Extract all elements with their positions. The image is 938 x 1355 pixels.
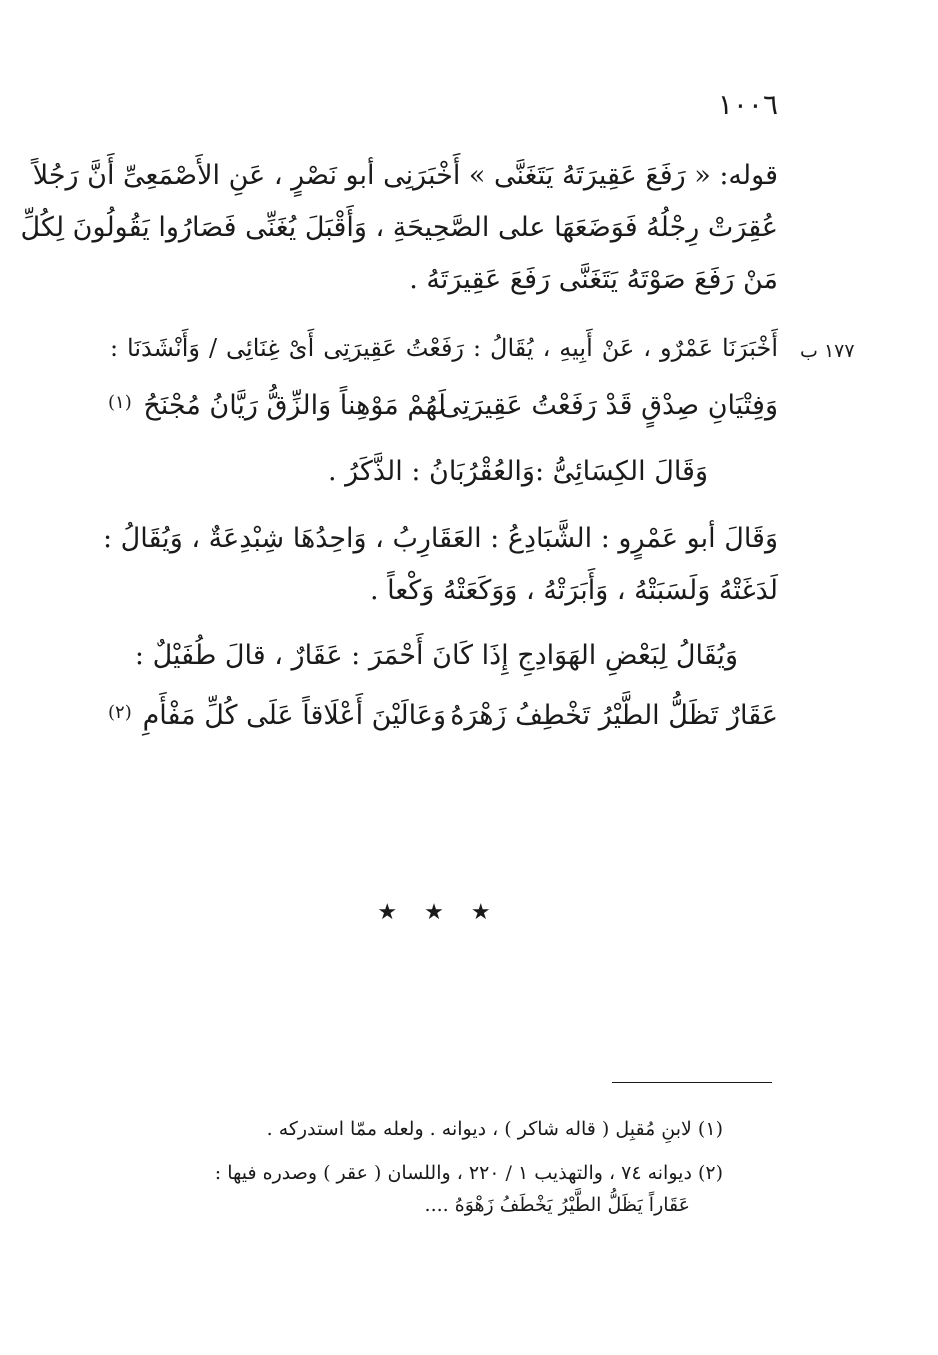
footnote-2-line-2: عَقَاراً يَظَلُّ الطَّيْرُ يَخْطَفُ زَهْوَهُ .... <box>424 1194 690 1216</box>
verse-1-first-hemistich: وَفِتْيَانِ صِدْقٍ قَدْ رَفَعْتُ عَقِيرَتِى <box>439 390 778 421</box>
paragraph-1-line-2: عُقِرَتْ رِجْلُهُ فَوَضَعَهَا على الصَّحِيحَةِ ، وَأَقْبَلَ يُغَنِّى فَصَارُوا يَقُولُونَ لِكُلِّ <box>20 212 778 243</box>
footnote-2-line-1: (٢) ديوانه ٧٤ ، والتهذيب ١ / ٢٢٠ ، واللسان ( عقر ) وصدره فيها : <box>214 1162 723 1184</box>
paragraph-1-line-3: مَنْ رَفَعَ صَوْتَهُ يَتَغَنَّى رَفَعَ عَقِيرَتَهُ . <box>409 264 778 295</box>
footnote-rule <box>612 1082 772 1083</box>
section-separator-stars: ★ ★ ★ <box>377 900 501 925</box>
paragraph-3-line-1: وَقَالَ الكِسَائِىُّ :وَالعُقْرُبَانُ : الذَّكَرُ . <box>327 456 708 487</box>
verse-2-footnote-marker: (٢) <box>108 702 132 723</box>
verse-1-footnote-marker: (١) <box>108 392 132 413</box>
paragraph-4-line-2: لَدَغَتْهُ وَلَسَبَتْهُ ، وَأَبَرَتْهُ ، وَوَكَعَتْهُ وَكْعاً . <box>369 575 778 606</box>
verse-1-second-hemistich: لَهُمْ مَوْهِناً وَالزِّقُّ رَيَّانُ مُجْنَحُ <box>143 390 446 421</box>
paragraph-1-line-1: قوله: « رَفَعَ عَقِيرَتَهُ يَتَغَنَّى » أَخْبَرَنِى أبو نَصْرٍ ، عَنِ الأَصْمَعِىِّ أَنَّ رَجُلاً <box>32 160 778 191</box>
paragraph-4-line-1: وَقَالَ أبو عَمْرٍو : الشَّبَادِعُ : العَقَارِبُ ، وَاحِدُهَا شِبْدِعَةٌ ، وَيُقَالُ : <box>103 523 778 554</box>
verse-2-second-hemistich: وَعَالَيْنَ أَعْلَاقاً عَلَى كُلِّ مَفْأَمِ <box>142 700 446 731</box>
footnote-1: (١) لابنِ مُقبِل ( قاله شاكر ) ، ديوانه . ولعله ممّا استدركه . <box>266 1118 723 1140</box>
margin-folio-note: ١٧٧ ب <box>800 340 855 362</box>
verse-2-first-hemistich: عَقَارٌ تَظَلُّ الطَّيْرُ تَخْطِفُ زَهْرَهُ <box>450 700 778 731</box>
paragraph-2-line-1: أَخْبَرَنَا عَمْرٌو ، عَنْ أَبِيهِ ، يُقَالُ : رَفَعْتُ عَقِيرَتِى أَىْ غِنَائِى / وَأَنْشَدَنَا : <box>110 334 778 362</box>
paragraph-5-line-1: وَيُقَالُ لِبَعْضِ الهَوَادِجِ إِذَا كَانَ أَحْمَرَ : عَقَارٌ ، قالَ طُفَيْلٌ : <box>134 640 738 671</box>
page-number: ١٠٠٦ <box>717 88 778 121</box>
